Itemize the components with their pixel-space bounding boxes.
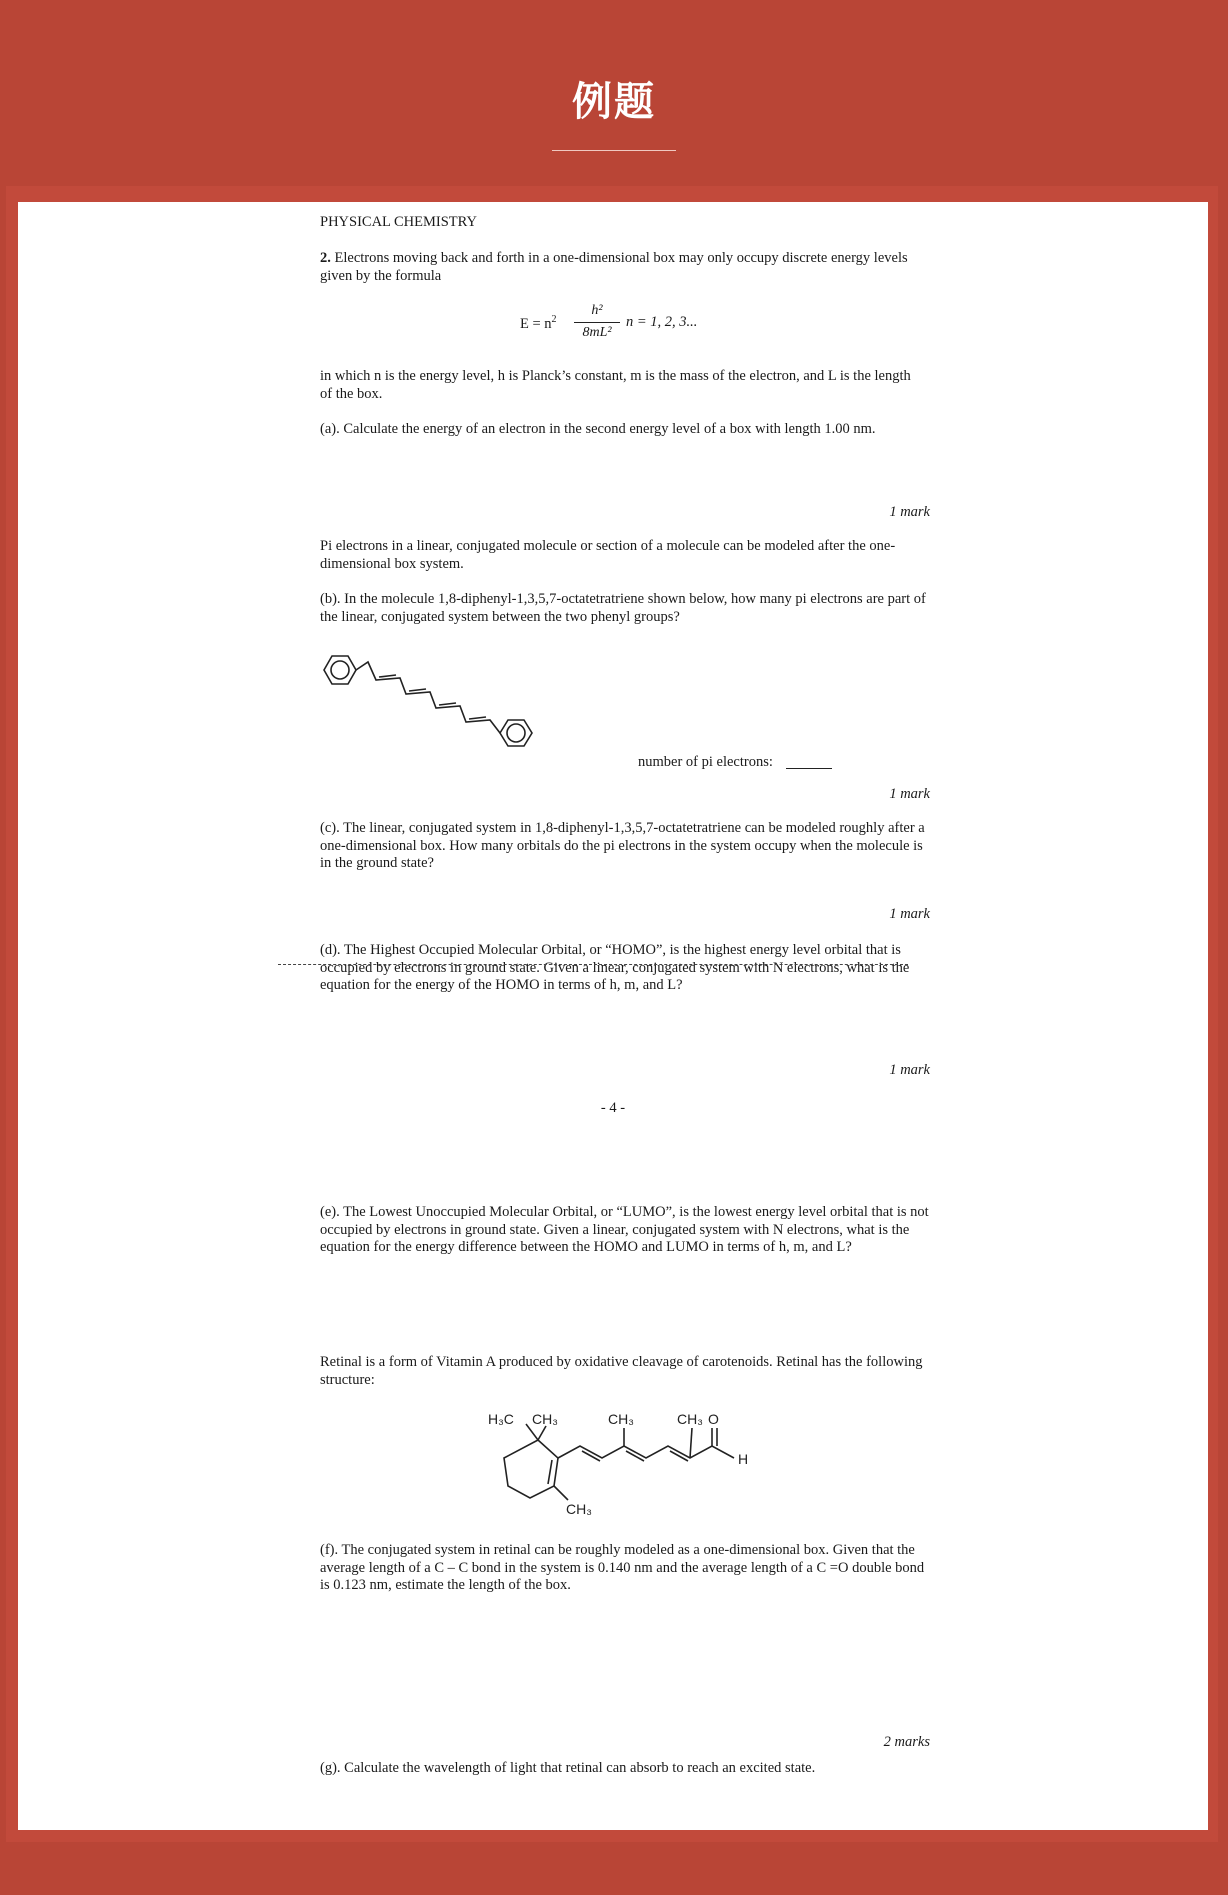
formula-variables: in which n is the energy level, h is Planck’s constant, m is the mass of the electron, and L is the length of the box.	[320, 368, 911, 402]
page-number: - 4 -	[600, 1100, 626, 1116]
pi-electron-intro: Pi electrons in a linear, conjugated molecule or section of a molecule can be modeled after the one-dimensional box system.	[320, 538, 896, 572]
subject-heading: PHYSICAL CHEMISTRY	[320, 214, 477, 230]
part-f-mark: 2 marks	[883, 1734, 930, 1750]
retinal-gem-ch3-label: CH₃	[532, 1411, 558, 1427]
formula-denominator: 8mL²	[582, 325, 612, 340]
fraction-bar	[574, 322, 620, 323]
part-b-question: (b). In the molecule 1,8-diphenyl-1,3,5,7-octatetratriene shown below, how many pi electrons are part of the linear, conjugated system between the two phenyl groups?	[320, 591, 926, 625]
page-title: 例题	[572, 79, 656, 125]
pi-electron-answer-label: number of pi electrons:	[638, 754, 773, 770]
part-d-mark: 1 mark	[889, 1062, 930, 1078]
retinal-ch3-a-label: CH₃	[608, 1411, 634, 1427]
part-e-question: (e). The Lowest Unoccupied Molecular Orbital, or “LUMO”, is the lowest energy level orbital that is not occupied by electrons in ground state. Given a linear, conjugated system with N electrons, what is the equation for the energy difference between the HOMO and LUMO in terms of h, m, and L?	[320, 1204, 929, 1255]
retinal-h3c-label: H₃C	[488, 1411, 514, 1427]
part-g-question: (g). Calculate the wavelength of light that retinal can absorb to reach an excited state.	[320, 1760, 816, 1776]
question-2-intro	[320, 250, 922, 285]
retinal-oxygen-label: O	[708, 1411, 719, 1427]
question-number: 2.	[320, 250, 331, 266]
formula-lhs-exponent: 2	[551, 314, 557, 325]
part-d-question: (d). The Highest Occupied Molecular Orbital, or “HOMO”, is the highest energy level orbital that is occupied by electrons in ground state. Given a linear, conjugated system with N electrons, what is the equation for the energy of the HOMO in terms of h, m, and L?	[320, 942, 910, 993]
part-c-mark: 1 mark	[889, 906, 930, 922]
part-a-mark: 1 mark	[889, 504, 930, 520]
diphenyl-octatetraene-structure	[318, 650, 548, 770]
part-f-question: (f). The conjugated system in retinal can be roughly modeled as a one-dimensional box. Given that the average length of a C – C bond in the system is 0.140 nm and the average length of a C =O double bond is 0.123 nm, estimate the length of the box.	[320, 1542, 925, 1593]
part-c-question: (c). The linear, conjugated system in 1,8-diphenyl-1,3,5,7-octatetratriene can be modeled roughly after a one-dimensional box. How many orbitals do the pi electrons in the system occupy when the molecule is in the ground state?	[320, 820, 925, 871]
formula-lhs: E = n	[520, 315, 552, 332]
exam-page	[18, 202, 1208, 1830]
title-underline	[552, 150, 676, 151]
retinal-ring-ch3-label: CH₃	[566, 1501, 592, 1517]
retinal-ch3-b-label: CH₃	[677, 1411, 703, 1427]
pi-electron-answer-blank[interactable]	[786, 768, 832, 769]
formula-n-values: n = 1, 2, 3...	[626, 314, 698, 330]
page-break-divider	[278, 964, 908, 965]
retinal-intro: Retinal is a form of Vitamin A produced by oxidative cleavage of carotenoids. Retinal has the following structure:	[320, 1354, 923, 1388]
part-a-question: (a). Calculate the energy of an electron in the second energy level of a box with length 1.00 nm.	[320, 421, 876, 437]
formula-numerator: h²	[591, 303, 603, 318]
part-b-mark: 1 mark	[889, 786, 930, 802]
question-2-text: Electrons moving back and forth in a one-dimensional box may only occupy discrete energy levels given by the formula	[320, 250, 908, 284]
retinal-hydrogen-label: H	[738, 1451, 749, 1467]
